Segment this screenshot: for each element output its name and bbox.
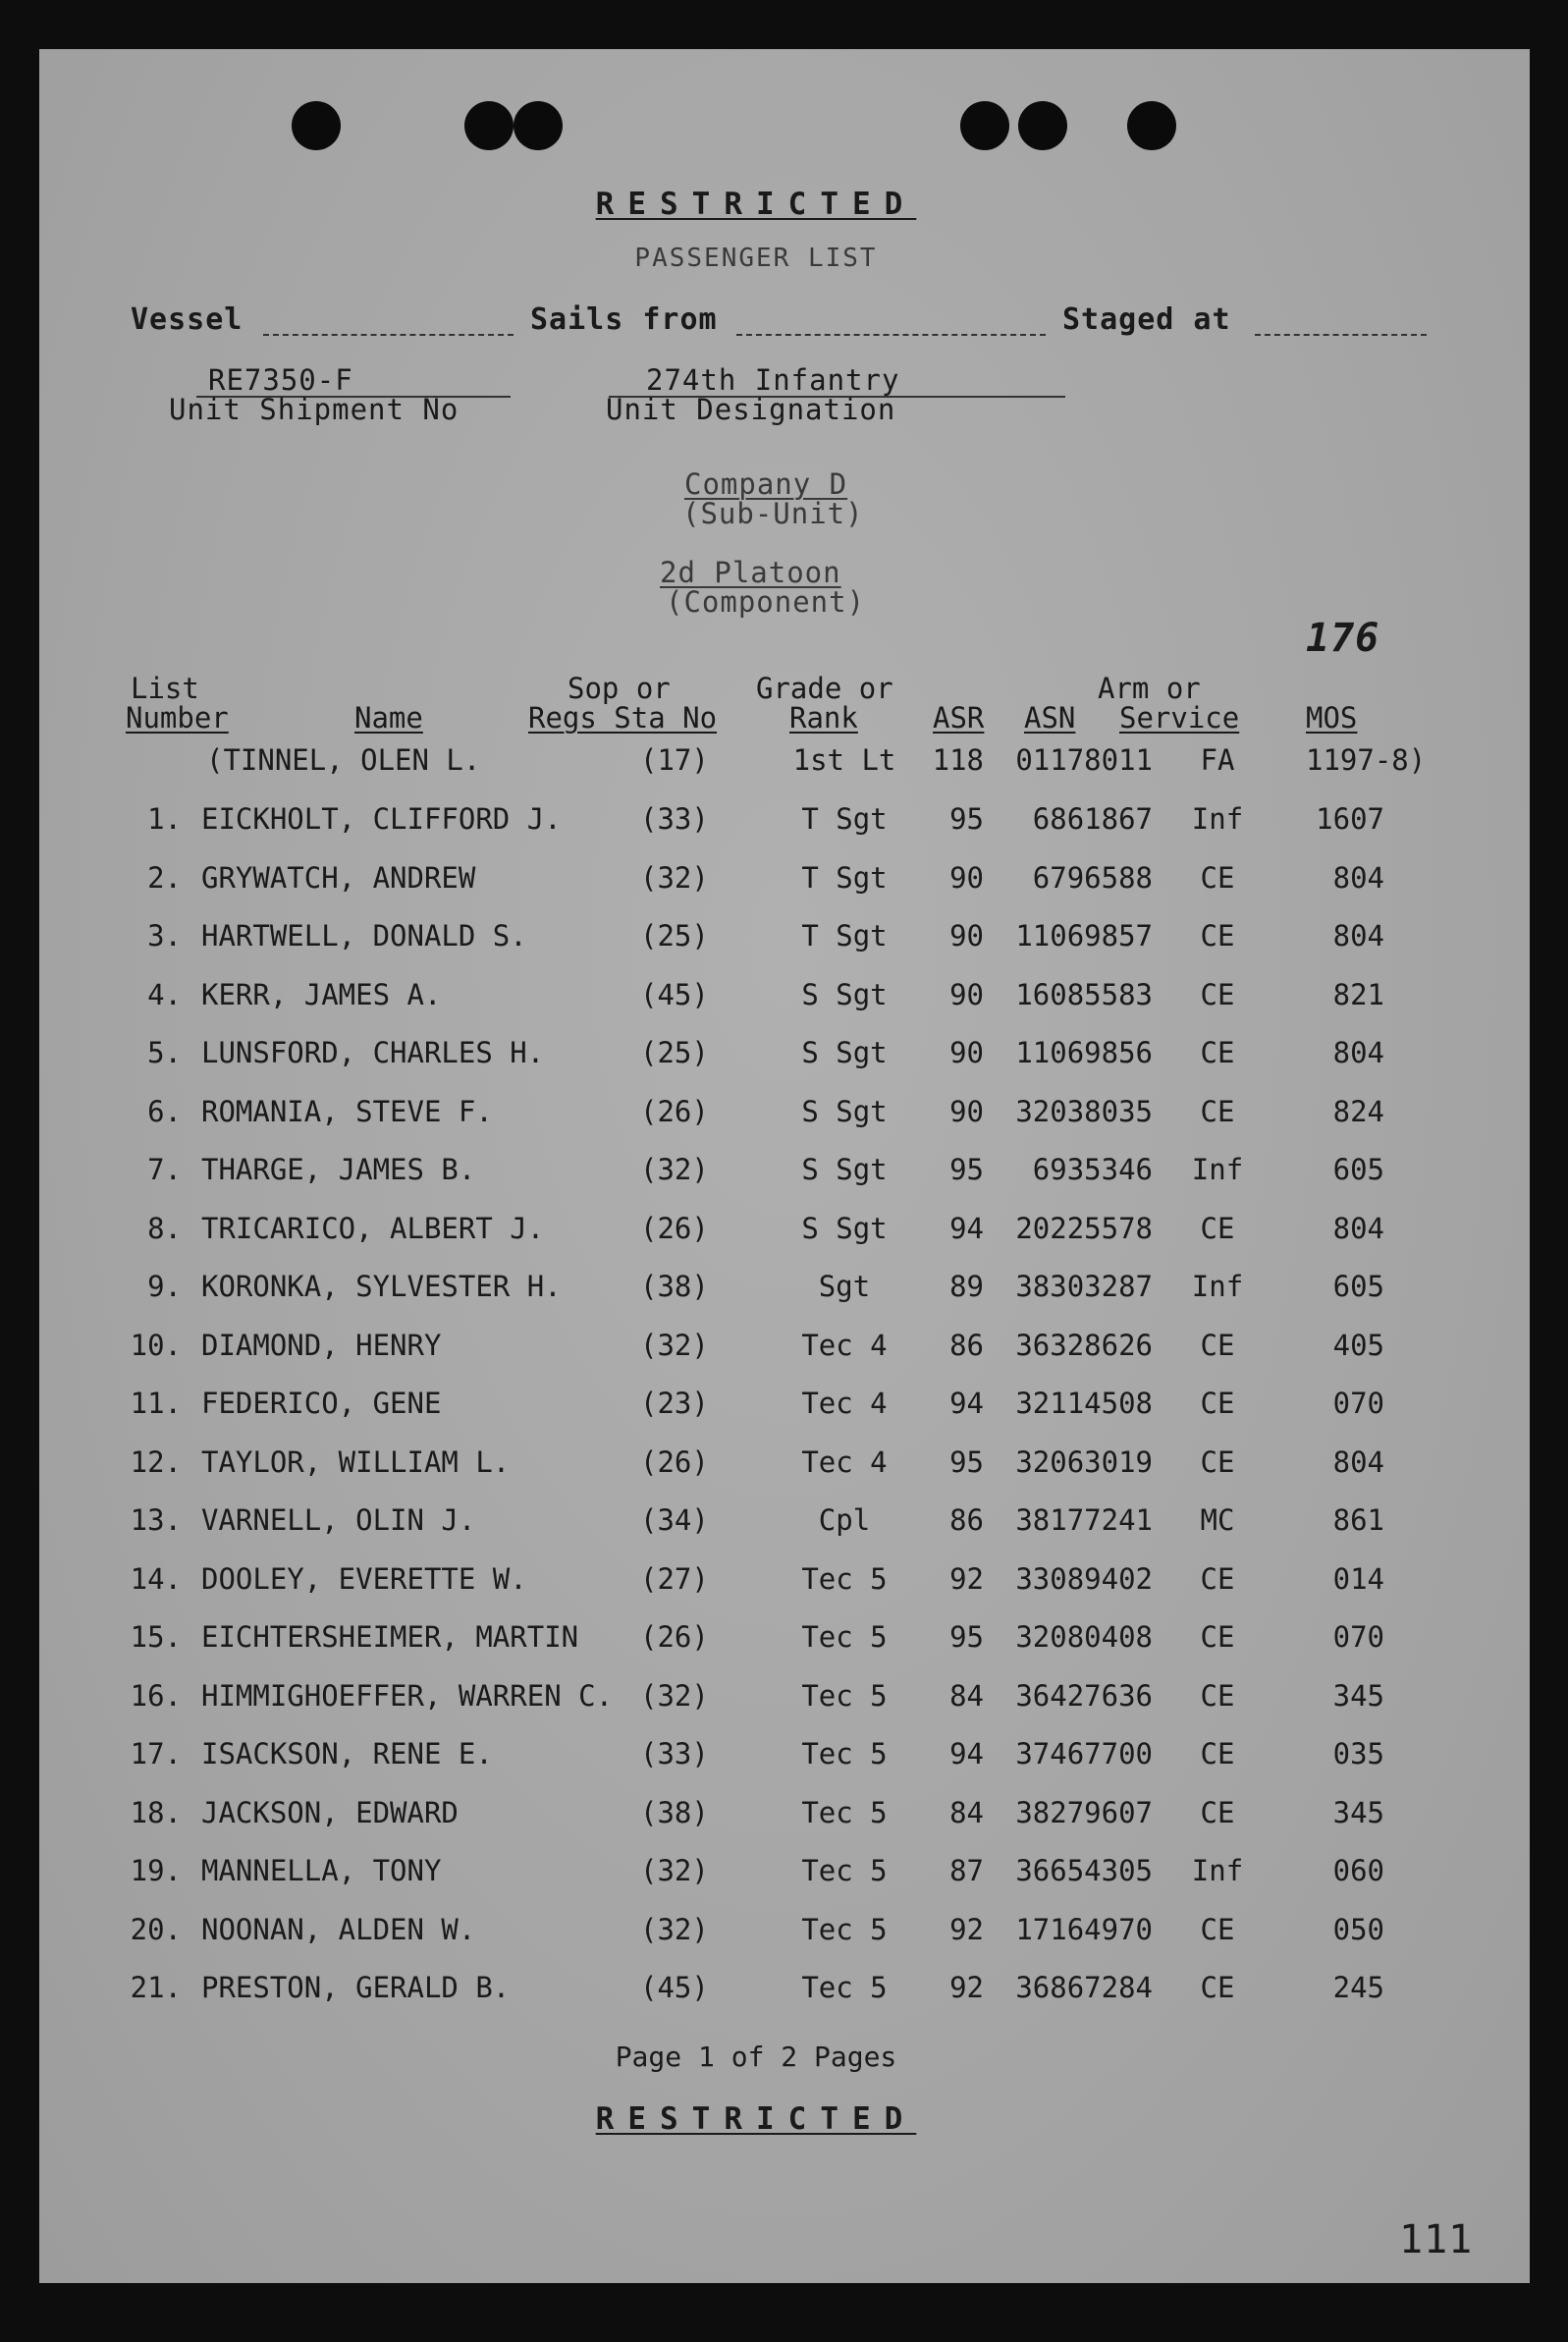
- officer-grade: 1st Lt: [792, 743, 896, 777]
- row-asn: 16085583: [1015, 978, 1153, 1011]
- row-number: 7.: [147, 1153, 182, 1186]
- header-asn: ASN: [1024, 701, 1076, 735]
- row-serial: (26): [640, 1095, 709, 1128]
- row-number: 15.: [130, 1620, 182, 1654]
- officer-row: [0, 743, 1568, 783]
- punch-hole-5: [1018, 101, 1067, 150]
- table-row: [0, 1503, 1568, 1543]
- header-list-number-1: List: [131, 672, 199, 705]
- document-title: PASSENGER LIST: [634, 244, 878, 273]
- row-arm: Inf: [1191, 1270, 1244, 1303]
- row-mos: 070: [1332, 1387, 1384, 1420]
- row-number: 21.: [130, 1971, 182, 2004]
- officer-serial: (17): [640, 743, 709, 777]
- row-asn: 32063019: [1015, 1445, 1153, 1479]
- table-row: [0, 1854, 1568, 1893]
- header-mos: MOS: [1306, 701, 1358, 735]
- sails-from-blank: [736, 334, 1046, 336]
- row-asr: 86: [949, 1329, 984, 1362]
- row-mos: 245: [1332, 1971, 1384, 2004]
- table-row: [0, 1913, 1568, 1952]
- row-asr: 90: [949, 978, 984, 1011]
- table-row: [0, 1329, 1568, 1368]
- sub-unit-value: Company D: [684, 467, 848, 501]
- table-row: [0, 1212, 1568, 1251]
- row-asr: 95: [949, 802, 984, 836]
- classification-bottom: RESTRICTED: [595, 2101, 917, 2137]
- row-asr: 89: [949, 1270, 984, 1303]
- unit-shipment-label: Unit Shipment No: [169, 393, 460, 426]
- header-asr: ASR: [933, 701, 985, 735]
- row-mos: 605: [1332, 1270, 1384, 1303]
- header-arm-1: Arm or: [1098, 672, 1201, 705]
- table-row: [0, 1153, 1568, 1192]
- row-grade: Tec 5: [801, 1562, 888, 1596]
- row-grade: Tec 5: [801, 1620, 888, 1654]
- row-number: 20.: [130, 1913, 182, 1946]
- row-name: KORONKA, SYLVESTER H.: [201, 1270, 562, 1303]
- row-grade: Sgt: [818, 1270, 871, 1303]
- row-name: GRYWATCH, ANDREW: [201, 861, 476, 895]
- row-name: NOONAN, ALDEN W.: [201, 1913, 476, 1946]
- row-serial: (27): [640, 1562, 709, 1596]
- row-name: HARTWELL, DONALD S.: [201, 919, 527, 953]
- row-asn: 11069856: [1015, 1036, 1153, 1069]
- row-number: 19.: [130, 1854, 182, 1887]
- row-arm: CE: [1200, 1913, 1235, 1946]
- table-row: [0, 1679, 1568, 1718]
- row-mos: 345: [1332, 1796, 1384, 1829]
- row-serial: (33): [640, 802, 709, 836]
- row-grade: Tec 5: [801, 1796, 888, 1829]
- row-mos: 804: [1332, 1212, 1384, 1245]
- officer-name: (TINNEL, OLEN L.: [206, 743, 481, 777]
- row-asr: 90: [949, 1095, 984, 1128]
- row-asn: 37467700: [1015, 1737, 1153, 1770]
- row-name: MANNELLA, TONY: [201, 1854, 442, 1887]
- table-row: [0, 1036, 1568, 1075]
- row-number: 12.: [130, 1445, 182, 1479]
- row-mos: 804: [1332, 919, 1384, 953]
- row-grade: T Sgt: [801, 861, 888, 895]
- table-row: [0, 1620, 1568, 1660]
- row-grade: Tec 5: [801, 1737, 888, 1770]
- punch-hole-6: [1127, 101, 1176, 150]
- component-value: 2d Platoon: [660, 556, 841, 589]
- row-mos: 050: [1332, 1913, 1384, 1946]
- row-arm: CE: [1200, 1445, 1235, 1479]
- row-arm: CE: [1200, 1036, 1235, 1069]
- row-number: 9.: [147, 1270, 182, 1303]
- table-row: [0, 978, 1568, 1017]
- row-serial: (23): [640, 1387, 709, 1420]
- row-grade: S Sgt: [801, 978, 888, 1011]
- row-serial: (32): [640, 1329, 709, 1362]
- row-asr: 94: [949, 1737, 984, 1770]
- table-row: [0, 1095, 1568, 1134]
- row-mos: 060: [1332, 1854, 1384, 1887]
- row-mos: 070: [1332, 1620, 1384, 1654]
- row-serial: (45): [640, 1971, 709, 2004]
- vessel-blank: [263, 334, 514, 336]
- table-row: [0, 1387, 1568, 1426]
- row-asn: 32080408: [1015, 1620, 1153, 1654]
- header-serial-2: Regs Sta No: [528, 701, 718, 735]
- row-number: 10.: [130, 1329, 182, 1362]
- table-row: [0, 1737, 1568, 1776]
- row-asn: 6861867: [1032, 802, 1153, 836]
- row-name: KERR, JAMES A.: [201, 978, 442, 1011]
- row-serial: (32): [640, 1679, 709, 1713]
- unit-shipment-value: RE7350-F: [208, 363, 353, 397]
- row-number: 2.: [147, 861, 182, 895]
- sails-from-label: Sails from: [530, 302, 718, 337]
- row-grade: Tec 4: [801, 1445, 888, 1479]
- row-arm: CE: [1200, 1212, 1235, 1245]
- row-number: 8.: [147, 1212, 182, 1245]
- row-mos: 804: [1332, 1036, 1384, 1069]
- row-number: 6.: [147, 1095, 182, 1128]
- row-serial: (38): [640, 1796, 709, 1829]
- row-arm: CE: [1200, 1971, 1235, 2004]
- row-number: 16.: [130, 1679, 182, 1713]
- stamp-number: 176: [1306, 616, 1380, 661]
- row-asn: 6796588: [1032, 861, 1153, 895]
- row-arm: Inf: [1191, 1153, 1244, 1186]
- row-serial: (26): [640, 1620, 709, 1654]
- row-mos: 035: [1332, 1737, 1384, 1770]
- row-asr: 92: [949, 1913, 984, 1946]
- row-arm: CE: [1200, 1329, 1235, 1362]
- row-name: TAYLOR, WILLIAM L.: [201, 1445, 511, 1479]
- row-asn: 36867284: [1015, 1971, 1153, 2004]
- row-mos: 821: [1332, 978, 1384, 1011]
- table-row: [0, 1796, 1568, 1835]
- row-serial: (26): [640, 1212, 709, 1245]
- row-name: FEDERICO, GENE: [201, 1387, 442, 1420]
- row-grade: T Sgt: [801, 802, 888, 836]
- row-name: TRICARICO, ALBERT J.: [201, 1212, 545, 1245]
- row-mos: 405: [1332, 1329, 1384, 1362]
- row-arm: CE: [1200, 1796, 1235, 1829]
- officer-arm: FA: [1200, 743, 1235, 777]
- page-footer: Page 1 of 2 Pages: [615, 2041, 897, 2073]
- unit-designation-label: Unit Designation: [606, 393, 896, 426]
- row-asn: 20225578: [1015, 1212, 1153, 1245]
- row-number: 11.: [130, 1387, 182, 1420]
- row-name: THARGE, JAMES B.: [201, 1153, 476, 1186]
- row-serial: (45): [640, 978, 709, 1011]
- row-asr: 90: [949, 919, 984, 953]
- row-arm: CE: [1200, 1679, 1235, 1713]
- row-name: JACKSON, EDWARD: [201, 1796, 459, 1829]
- row-number: 17.: [130, 1737, 182, 1770]
- row-asr: 94: [949, 1212, 984, 1245]
- row-asr: 94: [949, 1387, 984, 1420]
- classification-top: RESTRICTED: [595, 187, 917, 222]
- row-name: DOOLEY, EVERETTE W.: [201, 1562, 527, 1596]
- table-row: [0, 861, 1568, 900]
- row-mos: 804: [1332, 1445, 1384, 1479]
- row-mos: 014: [1332, 1562, 1384, 1596]
- row-arm: CE: [1200, 919, 1235, 953]
- header-name: Name: [354, 701, 423, 735]
- row-name: PRESTON, GERALD B.: [201, 1971, 511, 2004]
- punch-hole-4: [960, 101, 1009, 150]
- row-grade: Tec 5: [801, 1913, 888, 1946]
- row-serial: (33): [640, 1737, 709, 1770]
- row-arm: CE: [1200, 1387, 1235, 1420]
- table-row: [0, 919, 1568, 958]
- row-mos: 1607: [1316, 802, 1384, 836]
- officer-asn: 01178011: [1015, 743, 1153, 777]
- row-arm: Inf: [1191, 1854, 1244, 1887]
- row-serial: (32): [640, 861, 709, 895]
- row-asn: 32038035: [1015, 1095, 1153, 1128]
- row-serial: (25): [640, 919, 709, 953]
- row-asn: 32114508: [1015, 1387, 1153, 1420]
- row-number: 18.: [130, 1796, 182, 1829]
- officer-asr: 118: [932, 743, 984, 777]
- row-asr: 86: [949, 1503, 984, 1537]
- row-grade: Tec 4: [801, 1387, 888, 1420]
- row-mos: 804: [1332, 861, 1384, 895]
- row-asr: 92: [949, 1971, 984, 2004]
- component-label: (Component): [666, 585, 866, 619]
- row-asr: 95: [949, 1445, 984, 1479]
- row-asr: 92: [949, 1562, 984, 1596]
- row-grade: S Sgt: [801, 1212, 888, 1245]
- header-grade-1: Grade or: [756, 672, 893, 705]
- row-number: 13.: [130, 1503, 182, 1537]
- row-asn: 6935346: [1032, 1153, 1153, 1186]
- header-serial-1: Sop or: [568, 672, 671, 705]
- row-asn: 38303287: [1015, 1270, 1153, 1303]
- row-asn: 33089402: [1015, 1562, 1153, 1596]
- row-grade: Tec 5: [801, 1971, 888, 2004]
- table-row: [0, 1971, 1568, 2010]
- row-mos: 861: [1332, 1503, 1384, 1537]
- row-asn: 38279607: [1015, 1796, 1153, 1829]
- row-grade: T Sgt: [801, 919, 888, 953]
- table-row: [0, 1270, 1568, 1309]
- staged-at-label: Staged at: [1062, 302, 1231, 337]
- row-asn: 38177241: [1015, 1503, 1153, 1537]
- row-arm: CE: [1200, 1562, 1235, 1596]
- header-arm-2: Service: [1119, 701, 1240, 735]
- row-asn: 11069857: [1015, 919, 1153, 953]
- row-name: VARNELL, OLIN J.: [201, 1503, 476, 1537]
- row-name: HIMMIGHOEFFER, WARREN C.: [201, 1679, 614, 1713]
- row-grade: S Sgt: [801, 1153, 888, 1186]
- row-arm: CE: [1200, 1737, 1235, 1770]
- row-arm: MC: [1200, 1503, 1235, 1537]
- row-mos: 824: [1332, 1095, 1384, 1128]
- row-grade: S Sgt: [801, 1036, 888, 1069]
- corner-mark: 111: [1399, 2217, 1474, 2262]
- row-serial: (34): [640, 1503, 709, 1537]
- row-arm: Inf: [1191, 802, 1244, 836]
- row-grade: Tec 4: [801, 1329, 888, 1362]
- sub-unit-label: (Sub-Unit): [682, 497, 864, 530]
- row-asn: 36328626: [1015, 1329, 1153, 1362]
- row-arm: CE: [1200, 1095, 1235, 1128]
- row-arm: CE: [1200, 861, 1235, 895]
- row-grade: S Sgt: [801, 1095, 888, 1128]
- row-number: 1.: [147, 802, 182, 836]
- row-name: EICKHOLT, CLIFFORD J.: [201, 802, 562, 836]
- unit-designation-value: 274th Infantry: [646, 363, 900, 397]
- row-asr: 95: [949, 1153, 984, 1186]
- row-number: 14.: [130, 1562, 182, 1596]
- row-asn: 36427636: [1015, 1679, 1153, 1713]
- punch-hole-2: [464, 101, 514, 150]
- row-serial: (32): [640, 1153, 709, 1186]
- row-name: ISACKSON, RENE E.: [201, 1737, 493, 1770]
- row-serial: (32): [640, 1854, 709, 1887]
- header-grade-2: Rank: [789, 701, 858, 735]
- row-grade: Cpl: [818, 1503, 871, 1537]
- row-asn: 36654305: [1015, 1854, 1153, 1887]
- row-name: ROMANIA, STEVE F.: [201, 1095, 493, 1128]
- row-number: 5.: [147, 1036, 182, 1069]
- row-mos: 605: [1332, 1153, 1384, 1186]
- row-number: 4.: [147, 978, 182, 1011]
- punch-hole-1: [292, 101, 341, 150]
- table-row: [0, 802, 1568, 842]
- row-serial: (32): [640, 1913, 709, 1946]
- header-list-number-2: Number: [126, 701, 229, 735]
- row-asr: 84: [949, 1796, 984, 1829]
- row-serial: (25): [640, 1036, 709, 1069]
- row-grade: Tec 5: [801, 1854, 888, 1887]
- table-row: [0, 1562, 1568, 1602]
- row-name: DIAMOND, HENRY: [201, 1329, 442, 1362]
- table-row: [0, 1445, 1568, 1485]
- staged-at-blank: [1255, 334, 1427, 336]
- row-grade: Tec 5: [801, 1679, 888, 1713]
- row-arm: CE: [1200, 1620, 1235, 1654]
- row-mos: 345: [1332, 1679, 1384, 1713]
- row-asr: 84: [949, 1679, 984, 1713]
- row-asr: 90: [949, 1036, 984, 1069]
- officer-mos: 1197-8): [1306, 743, 1427, 777]
- row-name: LUNSFORD, CHARLES H.: [201, 1036, 545, 1069]
- row-asr: 95: [949, 1620, 984, 1654]
- row-asr: 87: [949, 1854, 984, 1887]
- row-number: 3.: [147, 919, 182, 953]
- row-arm: CE: [1200, 978, 1235, 1011]
- row-asr: 90: [949, 861, 984, 895]
- row-name: EICHTERSHEIMER, MARTIN: [201, 1620, 579, 1654]
- vessel-label: Vessel: [131, 302, 243, 337]
- row-asn: 17164970: [1015, 1913, 1153, 1946]
- row-serial: (26): [640, 1445, 709, 1479]
- punch-hole-3: [514, 101, 563, 150]
- row-serial: (38): [640, 1270, 709, 1303]
